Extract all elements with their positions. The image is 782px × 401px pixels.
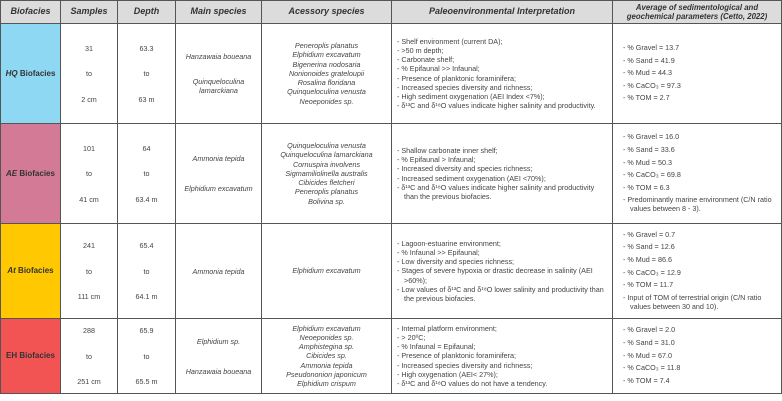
depth-value: 65.4 bbox=[139, 241, 154, 250]
accessory-species: Pseudononion japonicum bbox=[286, 369, 367, 379]
accessory-species: Bigenerina nodosaria bbox=[292, 59, 361, 69]
accessory-species: Sigmamiliolinella australis bbox=[285, 168, 368, 178]
accessory-species: Cibicides sp. bbox=[306, 351, 347, 361]
interpretation-line: - >50 m depth; bbox=[397, 45, 444, 55]
accessory-species: Neoeponides sp. bbox=[299, 96, 354, 106]
interpretation-line: - Increased sediment oxygenation (AEI <70%); bbox=[397, 173, 546, 183]
parameter-line: - % CaCO₃ = 69.8 bbox=[623, 170, 681, 180]
samples-value: 31 bbox=[85, 43, 93, 53]
samples-value: 41 cm bbox=[79, 194, 99, 204]
samples-cell bbox=[61, 319, 118, 394]
table-row bbox=[1, 224, 782, 319]
average-parameters-cell bbox=[613, 224, 782, 319]
biofacies-label: EH Biofacies bbox=[6, 351, 55, 360]
paleo-interpretation-cell bbox=[392, 319, 613, 394]
interpretation-line: - > 20ºC; bbox=[397, 332, 426, 342]
accessory-species: Cornuspira involvens bbox=[292, 159, 361, 169]
accessory-species: Neoeponides sp. bbox=[299, 332, 354, 342]
interpretation-line: - Presence of planktonic foraminifera; bbox=[397, 351, 517, 361]
main-species-cell bbox=[176, 319, 262, 394]
samples-cell bbox=[61, 124, 118, 224]
accessory-species: Peneroplis planatus bbox=[294, 187, 359, 197]
parameter-line: - % TOM = 6.3 bbox=[623, 182, 670, 192]
depth-value: to bbox=[143, 169, 150, 178]
interpretation-line: - Shelf environment (current DA); bbox=[397, 36, 503, 46]
interpretation-line: - High oxygenation (AEI< 27%); bbox=[397, 369, 498, 379]
samples-cell bbox=[61, 224, 118, 319]
biofacies-code: At bbox=[7, 266, 16, 275]
header-depth: Depth bbox=[118, 1, 176, 24]
accessory-species: Quinqueloculina venusta bbox=[287, 87, 366, 97]
parameter-line: - % Sand = 31.0 bbox=[623, 338, 675, 348]
samples-value: to bbox=[86, 266, 92, 276]
samples-value: 101 bbox=[83, 143, 95, 153]
parameter-line: - % TOM = 7.4 bbox=[623, 375, 670, 385]
biofacies-cell bbox=[1, 224, 61, 319]
interpretation-line: - δ¹³C and δ¹⁸O values do not have a tendency. bbox=[397, 379, 548, 389]
interpretation-line: - Increased species diversity and richness; bbox=[397, 82, 533, 92]
parameter-line: - % Mud = 50.3 bbox=[623, 157, 672, 167]
main-species-cell bbox=[176, 24, 262, 124]
depth-value: to bbox=[143, 266, 150, 276]
parameter-line: - % Mud = 86.6 bbox=[623, 255, 672, 265]
accessory-species: Elphidium crispum bbox=[297, 379, 356, 389]
parameter-line: - % Mud = 44.3 bbox=[623, 68, 672, 78]
paleo-interpretation-cell bbox=[392, 24, 613, 124]
average-parameters-cell bbox=[613, 319, 782, 394]
accessory-species: Quinqueloculina venusta bbox=[287, 141, 366, 151]
depth-value: 65.5 m bbox=[135, 377, 158, 386]
interpretation-line: - δ¹³C and δ¹⁸O values indicate higher salinity and productivity. bbox=[397, 101, 596, 111]
samples-value: to bbox=[86, 351, 92, 361]
biofacies-label: Biofacies bbox=[17, 68, 56, 78]
accessory-species: Ammonia tepida bbox=[300, 360, 353, 370]
samples-value: to bbox=[86, 69, 92, 78]
biofacies-label: Biofacies bbox=[17, 168, 55, 178]
parameter-line: - % Sand = 12.6 bbox=[623, 242, 675, 252]
main-species: Ammonia tepida bbox=[192, 154, 245, 163]
biofacies-code: HQ bbox=[5, 68, 18, 78]
depth-value: to bbox=[143, 351, 150, 361]
samples-value: to bbox=[86, 169, 92, 178]
parameter-line: - % Gravel = 2.0 bbox=[623, 325, 676, 335]
accessory-species: Amphistegina sp. bbox=[298, 342, 355, 352]
accessory-species-cell bbox=[262, 24, 392, 124]
parameter-line: - % Gravel = 0.7 bbox=[623, 229, 676, 239]
accessory-species: Peneroplis planatus bbox=[294, 41, 359, 51]
biofacies-label: Biofacies bbox=[15, 266, 54, 275]
header-row bbox=[1, 1, 782, 24]
parameter-line: - % CaCO₃ = 12.9 bbox=[623, 267, 681, 277]
accessory-species: Elphidium excavatum bbox=[292, 323, 361, 333]
depth-cell bbox=[118, 124, 176, 224]
interpretation-line: - Presence of planktonic foraminifera; bbox=[397, 73, 517, 83]
interpretation-line: - % Epifaunal > Infaunal; bbox=[397, 155, 476, 165]
interpretation-line: - Carbonate shelf; bbox=[397, 55, 455, 65]
interpretation-line: - Increased species diversity and richness; bbox=[397, 360, 533, 370]
depth-value: 64 bbox=[142, 143, 151, 153]
main-species: Elphidium excavatum bbox=[184, 184, 253, 193]
interpretation-line: - Increased diversity and species richness; bbox=[397, 164, 533, 174]
parameter-line: - Predominantly marine environment (C/N ratio values between 8 - 3). bbox=[623, 195, 772, 214]
biofacies-cell bbox=[1, 24, 61, 124]
header-main-species: Main species bbox=[176, 1, 262, 24]
interpretation-line: - % Infaunal = Epifaunal; bbox=[397, 342, 476, 352]
header-paleo-interpretation: Paleoenvironmental Interpretation bbox=[392, 1, 613, 24]
samples-cell bbox=[61, 24, 118, 124]
depth-cell bbox=[118, 224, 176, 319]
biofacies-code: AE bbox=[6, 168, 18, 178]
samples-value: 2 cm bbox=[81, 94, 97, 104]
interpretation-line: - High sediment oxygenation (AEI Index <7%); bbox=[397, 91, 545, 101]
depth-value: 63 m bbox=[138, 94, 155, 104]
accessory-species: Nonionoides grateloupii bbox=[288, 68, 365, 78]
main-species: Elphidium sp. bbox=[196, 336, 241, 346]
interpretation-line: - Lagoon-estuarine environment; bbox=[397, 238, 501, 248]
depth-value: 63.3 bbox=[139, 43, 154, 53]
header-biofacies: Biofacies bbox=[1, 1, 61, 24]
depth-cell bbox=[118, 319, 176, 394]
header-samples: Samples bbox=[61, 1, 118, 24]
depth-value: 65.9 bbox=[139, 326, 154, 335]
accessory-species: Bolivina sp. bbox=[308, 196, 345, 206]
main-species-cell bbox=[176, 224, 262, 319]
paleo-interpretation-cell bbox=[392, 124, 613, 224]
biofacies-cell bbox=[1, 319, 61, 394]
average-parameters-cell bbox=[613, 24, 782, 124]
accessory-species: Elphidium excavatum bbox=[292, 50, 361, 60]
parameter-line: - % TOM = 2.7 bbox=[623, 93, 670, 103]
interpretation-line: - % Infaunal >> Epifaunal; bbox=[397, 247, 480, 257]
accessory-species: Rosalina floridana bbox=[297, 78, 356, 88]
main-species: Ammonia tepida bbox=[192, 266, 245, 276]
depth-value: 63.4 m bbox=[135, 194, 158, 204]
table-row bbox=[1, 124, 782, 224]
average-parameters-cell bbox=[613, 124, 782, 224]
depth-cell bbox=[118, 24, 176, 124]
header-accessory-species: Acessory species bbox=[262, 1, 392, 24]
parameter-line: - % TOM = 11.7 bbox=[623, 280, 674, 290]
interpretation-line: - % Epifaunal >> Infaunal; bbox=[397, 64, 480, 74]
parameter-line: - % Gravel = 16.0 bbox=[623, 132, 680, 142]
paleo-interpretation-cell bbox=[392, 224, 613, 319]
interpretation-line: - Stages of severe hypoxia or drastic decrease in salinity (AEI >60%); bbox=[397, 266, 593, 285]
interpretation-line: - Internal platform environment; bbox=[397, 323, 497, 333]
parameter-line: - % Mud = 67.0 bbox=[623, 350, 672, 360]
table-row bbox=[1, 24, 782, 124]
depth-value: 64.1 m bbox=[135, 292, 158, 301]
interpretation-line: - δ¹³C and δ¹⁸O values indicate higher salinity and productivity than the previous biofacies. bbox=[397, 182, 595, 201]
header-average-parameters: Average of sedimentological and geochemical parameters (Cetto, 2022) bbox=[613, 1, 782, 24]
parameter-line: - % CaCO₃ = 11.8 bbox=[623, 363, 681, 373]
accessory-species-cell bbox=[262, 224, 392, 319]
accessory-species-cell bbox=[262, 124, 392, 224]
parameter-line: - % Gravel = 13.7 bbox=[623, 42, 680, 52]
depth-value: to bbox=[143, 69, 150, 78]
main-species-cell bbox=[176, 124, 262, 224]
main-species: Quinqueloculina lamarckiana bbox=[192, 77, 245, 96]
samples-value: 111 cm bbox=[77, 292, 101, 301]
interpretation-line: - Shallow carbonate inner shelf; bbox=[397, 145, 498, 155]
biofacies-cell bbox=[1, 124, 61, 224]
parameter-line: - % CaCO₃ = 97.3 bbox=[623, 80, 681, 90]
interpretation-line: - Low diversity and species richness; bbox=[397, 257, 515, 267]
samples-value: 251 cm bbox=[77, 377, 101, 386]
samples-value: 241 bbox=[83, 241, 95, 250]
interpretation-line: - Low values of δ¹³C and δ¹⁸O lower salinity and productivity than the previous biofacies. bbox=[397, 284, 604, 304]
table-row bbox=[1, 319, 782, 394]
accessory-species-cell bbox=[262, 319, 392, 394]
accessory-species: Quinqueloculina lamarckiana bbox=[280, 150, 373, 160]
parameter-line: - % Sand = 33.6 bbox=[623, 144, 675, 154]
parameter-line: - % Sand = 41.9 bbox=[623, 55, 675, 65]
accessory-species: Cibicides fletcheri bbox=[298, 178, 355, 188]
main-species: Hanzawaia boueana bbox=[185, 51, 252, 61]
accessory-species: Elphidium excavatum bbox=[292, 266, 361, 276]
main-species: Hanzawaia boueana bbox=[185, 366, 252, 376]
samples-value: 288 bbox=[83, 326, 95, 335]
parameter-line: - Input of TOM of terrestrial origin (C/N ratio values between 30 and 10). bbox=[623, 292, 762, 311]
